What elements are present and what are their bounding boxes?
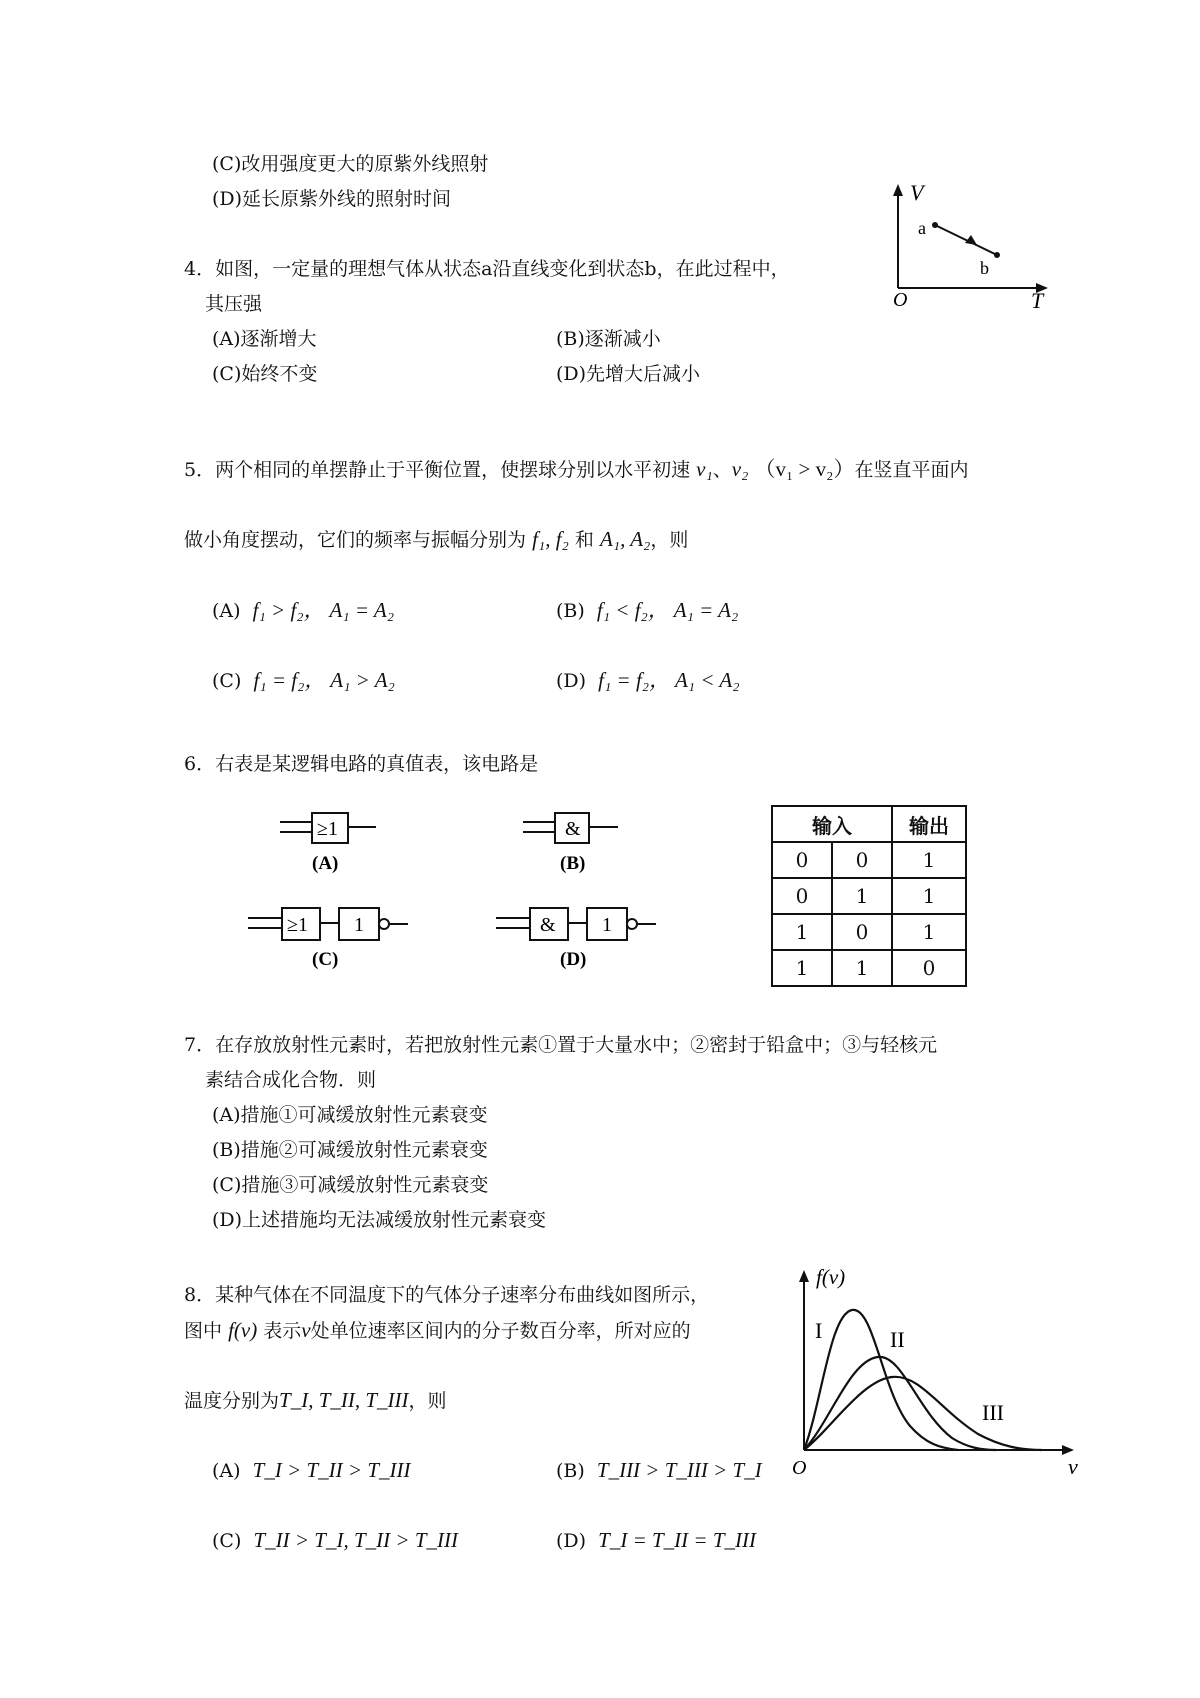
- table-cell: 0: [892, 950, 966, 986]
- q8-fv: f(v): [228, 1318, 258, 1342]
- q5-stem2-pre: 做小角度摆动，它们的频率与振幅分别为: [184, 529, 527, 551]
- q4-x-axis-label: T: [1031, 288, 1044, 313]
- q7-stem-line1: 7．在存放放射性元素时，若把放射性元素①置于大量水中；②密封于铅盒中；③与轻核元: [184, 1034, 938, 1056]
- curve-iii-label: III: [982, 1400, 1004, 1425]
- q8-stem3-post: ，则: [408, 1390, 447, 1412]
- table-row: [772, 950, 966, 986]
- q8-d-expr: T_I = T_II = T_III: [598, 1528, 756, 1552]
- q5-b-label: (B): [556, 600, 585, 622]
- q6-stem: 6．右表是某逻辑电路的真值表，该电路是: [184, 753, 539, 775]
- q8-stem2-pre: 图中: [184, 1320, 223, 1342]
- q5-d-expr: f₁ = f₂， A₁ < A₂: [598, 668, 740, 692]
- q5-option-b: [556, 598, 738, 623]
- q5-d-label: (D): [556, 670, 587, 692]
- gate-d-not-symbol: 1: [602, 914, 612, 936]
- table-cell: 1: [892, 842, 966, 878]
- q8-v: v: [301, 1318, 311, 1342]
- q4-option-d: (D)先增大后减小: [556, 363, 701, 385]
- q5-stem-line2: [184, 527, 688, 552]
- q8-b-label: (B): [556, 1460, 585, 1482]
- q3-option-c: (C)改用强度更大的原紫外线照射: [212, 153, 489, 175]
- q5-and: 和: [574, 529, 594, 551]
- gate-d-nand: [496, 908, 656, 970]
- q7-option-b: (B)措施②可减缓放射性元素衰变: [212, 1139, 488, 1161]
- gate-d-label: (D): [560, 949, 587, 970]
- q8-option-b: [556, 1458, 762, 1483]
- gate-d-and-symbol: &: [540, 914, 556, 936]
- table-row: [772, 878, 966, 914]
- q5-option-a: [212, 598, 394, 623]
- q4-stem-line2: 其压强: [205, 293, 263, 315]
- q4-option-a: (A)逐渐增大: [212, 328, 317, 350]
- q7-stem-line2: 素结合成化合物．则: [205, 1069, 377, 1091]
- gate-b-label: (B): [560, 853, 586, 874]
- q3-option-d: (D)延长原紫外线的照射时间: [212, 188, 452, 210]
- q5-v1: v₁: [696, 457, 713, 481]
- q5-option-c: [212, 668, 395, 693]
- q8-y-axis-label: f(v): [816, 1265, 846, 1289]
- truth-table-header-input: 输入: [772, 806, 892, 842]
- q5-c-expr: f₁ = f₂， A₁ > A₂: [253, 668, 395, 692]
- truth-table: [771, 805, 967, 987]
- q7-option-a: (A)措施①可减缓放射性元素衰变: [212, 1104, 488, 1126]
- table-cell: 1: [832, 878, 892, 914]
- q8-c-label: (C): [212, 1530, 242, 1552]
- q8-x-axis-label: v: [1068, 1454, 1078, 1479]
- q5-stem1-pre: 5．两个相同的单摆静止于平衡位置，使摆球分别以水平初速: [184, 459, 691, 481]
- q5-a-label: (A): [212, 600, 241, 622]
- gate-c-not-symbol: 1: [354, 914, 364, 936]
- q8-d-label: (D): [556, 1530, 587, 1552]
- q5-condition: （v₁ > v₂）: [754, 457, 855, 481]
- q8-stem2-post: 处单位速率区间内的分子数百分率，所对应的: [310, 1320, 691, 1342]
- q4-option-c: (C)始终不变: [212, 363, 318, 385]
- table-row: [772, 914, 966, 950]
- q5-a-expr: f₁ > f₂， A₁ = A₂: [252, 598, 395, 622]
- table-cell: 1: [772, 914, 832, 950]
- table-cell: 0: [832, 842, 892, 878]
- gate-a-symbol: ≥1: [317, 818, 338, 840]
- table-row: [772, 842, 966, 878]
- q5-v2: v₂: [731, 457, 749, 481]
- q8-b-expr: T_III > T_III > T_I: [596, 1458, 762, 1482]
- table-cell: 1: [892, 914, 966, 950]
- q5-f12: f₁, f₂: [532, 527, 569, 551]
- q8-temps: T_I, T_II, T_III: [279, 1388, 409, 1412]
- q5-A12: A₁, A₂: [599, 527, 651, 551]
- q8-option-a: [212, 1458, 410, 1483]
- curve-i-label: I: [815, 1318, 823, 1343]
- gate-a-or: [280, 813, 376, 874]
- q7-option-d: (D)上述措施均无法减缓放射性元素衰变: [212, 1209, 547, 1231]
- table-cell: 0: [772, 842, 832, 878]
- gate-a-label: (A): [312, 853, 339, 874]
- q4-option-b: (B)逐渐减小: [556, 328, 661, 350]
- q8-option-d: [556, 1528, 756, 1553]
- table-cell: 0: [832, 914, 892, 950]
- table-cell: 1: [772, 950, 832, 986]
- q7-option-c: (C)措施③可减缓放射性元素衰变: [212, 1174, 489, 1196]
- q8-a-label: (A): [212, 1460, 241, 1482]
- gate-c-or-symbol: ≥1: [287, 914, 308, 936]
- q8-c-expr: T_II > T_I, T_II > T_III: [253, 1528, 458, 1552]
- q8-origin-label: O: [792, 1457, 807, 1479]
- q4-y-axis-label: V: [910, 180, 924, 205]
- q8-stem3-pre: 温度分别为: [184, 1390, 280, 1412]
- q5-sep: 、: [712, 459, 732, 481]
- table-cell: 1: [892, 878, 966, 914]
- gate-c-label: (C): [312, 949, 339, 970]
- gate-c-nor: [248, 908, 408, 970]
- truth-table-header-output: 输出: [892, 806, 966, 842]
- q4-point-b-label: b: [980, 258, 989, 278]
- gate-b-symbol: &: [565, 818, 581, 840]
- q8-stem2-mid: 表示: [263, 1320, 302, 1342]
- table-cell: 1: [832, 950, 892, 986]
- q5-stem1-post: 在竖直平面内: [854, 459, 969, 481]
- table-cell: 0: [772, 878, 832, 914]
- q5-b-expr: f₁ < f₂， A₁ = A₂: [596, 598, 739, 622]
- curve-ii-label: II: [890, 1327, 905, 1352]
- q6-logic-gates-diagram: [240, 800, 680, 975]
- gate-b-and: [523, 813, 618, 874]
- q5-c-label: (C): [212, 670, 242, 692]
- q4-stem-line1: 4．如图，一定量的理想气体从状态a沿直线变化到状态b，在此过程中，: [184, 258, 790, 280]
- q4-vt-diagram: [880, 180, 1060, 315]
- q4-point-a-label: a: [918, 218, 926, 238]
- q8-speed-distribution-diagram: [790, 1262, 1090, 1484]
- q8-stem-line1: 8．某种气体在不同温度下的气体分子速率分布曲线如图所示，: [184, 1284, 710, 1306]
- q8-stem-line3: [184, 1388, 447, 1413]
- curve-ii: [804, 1357, 996, 1450]
- q5-stem-line1: [184, 457, 968, 482]
- q8-option-c: [212, 1528, 458, 1553]
- q5-stem2-post: ，则: [650, 529, 689, 551]
- q5-option-d: [556, 668, 740, 693]
- q4-origin-label: O: [893, 289, 908, 311]
- q8-stem-line2: [184, 1318, 691, 1343]
- q8-a-expr: T_I > T_II > T_III: [252, 1458, 411, 1482]
